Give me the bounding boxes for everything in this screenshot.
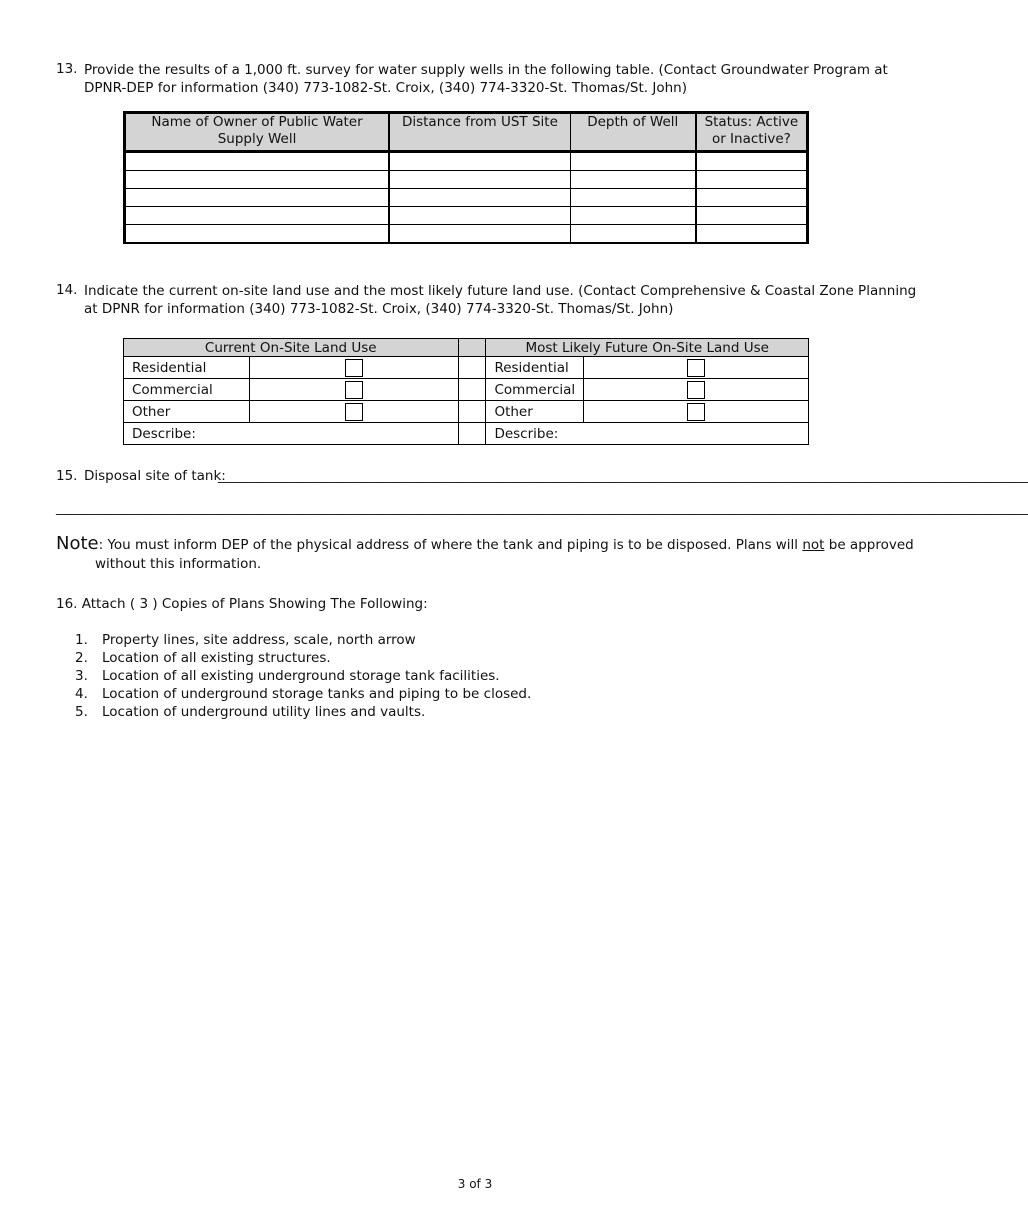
col-owner-name: Name of Owner of Public Water Supply Well	[125, 113, 390, 152]
land-use-row	[124, 379, 809, 401]
disposal-site-line-2[interactable]: ________________________________________________________________________________________________________________________________________________	[56, 500, 1028, 516]
spacer-cell	[458, 339, 486, 357]
future-other-label: Other	[486, 401, 584, 423]
depth-cell[interactable]	[570, 189, 695, 207]
current-other-label: Other	[124, 401, 250, 423]
current-residential-label: Residential	[124, 357, 250, 379]
current-other-checkbox[interactable]	[345, 403, 363, 421]
distance-cell[interactable]	[389, 171, 570, 189]
status-cell[interactable]	[696, 225, 808, 244]
status-cell[interactable]	[696, 189, 808, 207]
depth-cell[interactable]	[570, 225, 695, 244]
depth-cell[interactable]	[570, 207, 695, 225]
depth-cell[interactable]	[570, 171, 695, 189]
page-number: 3 of 3	[457, 1177, 493, 1191]
table-header-row	[125, 113, 808, 152]
future-residential-label: Residential	[486, 357, 584, 379]
distance-cell[interactable]	[389, 189, 570, 207]
note-paragraph	[56, 535, 914, 554]
current-commercial-label: Commercial	[124, 379, 250, 401]
current-describe-field[interactable]: Describe:	[124, 423, 459, 445]
spacer-cell	[458, 357, 486, 379]
table-row	[125, 207, 808, 225]
status-cell[interactable]	[696, 171, 808, 189]
future-land-use-header: Most Likely Future On-Site Land Use	[486, 339, 809, 357]
current-land-use-header: Current On-Site Land Use	[124, 339, 459, 357]
q14-text	[84, 282, 916, 318]
q15-label: Disposal site of tank:	[84, 468, 226, 484]
future-residential-checkbox[interactable]	[687, 359, 705, 377]
note-line2: without this information.	[95, 556, 262, 572]
q13-number: 13.	[56, 61, 78, 77]
owner-cell[interactable]	[125, 207, 390, 225]
q15-number: 15.	[56, 468, 78, 484]
future-other-checkbox[interactable]	[687, 403, 705, 421]
note-text-a: : You must inform DEP of the physical address of where the tank and piping is to be disposed. Plans will	[98, 537, 803, 553]
future-describe-field[interactable]: Describe:	[486, 423, 809, 445]
note-label: Note	[56, 533, 99, 554]
land-use-header-row	[124, 339, 809, 357]
table-row	[125, 225, 808, 244]
q14-line2: at DPNR for information (340) 773-1082-St. Croix, (340) 774-3320-St. Thomas/St. John)	[84, 301, 674, 317]
future-commercial-checkbox[interactable]	[687, 381, 705, 399]
col-depth: Depth of Well	[570, 113, 695, 152]
table-row	[125, 171, 808, 189]
future-commercial-label: Commercial	[486, 379, 584, 401]
distance-cell[interactable]	[389, 207, 570, 225]
status-cell[interactable]	[696, 152, 808, 171]
spacer-cell	[458, 423, 486, 445]
col-distance: Distance from UST Site	[389, 113, 570, 152]
land-use-table	[123, 338, 809, 445]
status-cell[interactable]	[696, 207, 808, 225]
q14-number: 14.	[56, 282, 78, 298]
water-wells-table	[123, 111, 809, 244]
distance-cell[interactable]	[389, 225, 570, 244]
spacer-cell	[458, 379, 486, 401]
col-status: Status: Active or Inactive?	[696, 113, 808, 152]
note-underlined: not	[802, 537, 825, 553]
q14-line1: Indicate the current on-site land use and the most likely future land use. (Contact Comprehensive & Coastal Zone Planning	[84, 283, 917, 299]
land-use-row	[124, 401, 809, 423]
depth-cell[interactable]	[570, 152, 695, 171]
disposal-site-line-1[interactable]: ________________________________________________________________________________________________________________________	[218, 468, 1028, 484]
land-use-row	[124, 357, 809, 379]
owner-cell[interactable]	[125, 189, 390, 207]
q16-heading: 16. Attach ( 3 ) Copies of Plans Showing The Following:	[56, 596, 428, 612]
q13-line1: Provide the results of a 1,000 ft. survey for water supply wells in the following table. (Contact Groundwater Program at	[84, 62, 888, 78]
table-row	[125, 152, 808, 171]
owner-cell[interactable]	[125, 225, 390, 244]
q13-text	[84, 61, 888, 97]
current-commercial-checkbox[interactable]	[345, 381, 363, 399]
spacer-cell	[458, 401, 486, 423]
land-use-describe-row	[124, 423, 809, 445]
current-residential-checkbox[interactable]	[345, 359, 363, 377]
distance-cell[interactable]	[389, 152, 570, 171]
table-row	[125, 189, 808, 207]
note-text-b: be approved	[824, 537, 914, 553]
owner-cell[interactable]	[125, 152, 390, 171]
owner-cell[interactable]	[125, 171, 390, 189]
q13-line2: DPNR-DEP for information (340) 773-1082-St. Croix, (340) 774-3320-St. Thomas/St. John)	[84, 80, 687, 96]
